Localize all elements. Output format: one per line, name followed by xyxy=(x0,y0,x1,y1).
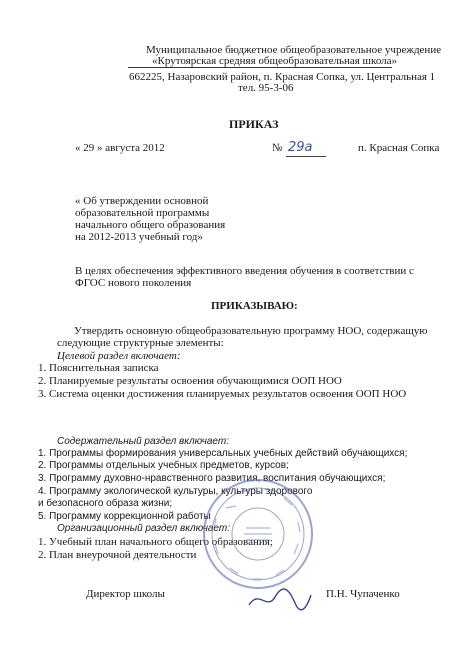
decree-heading: ПРИКАЗЫВАЮ: xyxy=(211,300,298,312)
order-number-underline xyxy=(286,156,326,157)
content-section-item: 1. Программы формирования универсальных учебных действий обучающихся; xyxy=(38,448,408,459)
content-section-item: 5. Программу коррекционной работы xyxy=(38,511,211,522)
body-intro-line: следующие структурные элементы: xyxy=(57,337,224,349)
content-section-item: 2. Программы отдельных учебных предметов, курсов; xyxy=(38,460,289,471)
subject-line: на 2012-2013 учебный год» xyxy=(75,231,203,243)
official-seal-stamp xyxy=(202,478,314,590)
director-signature-scribble xyxy=(245,585,315,615)
header-divider xyxy=(128,67,392,68)
body-intro-line: Утвердить основную общеобразовательную программу НОО, содержащую xyxy=(74,325,428,337)
order-number-handwritten: 29а xyxy=(288,140,313,155)
preamble-line: ФГОС нового поколения xyxy=(75,277,192,289)
subject-line: « Об утверждении основной xyxy=(75,195,209,207)
subject-line: образовательной программы xyxy=(75,207,210,219)
org-name-line1: Муниципальное бюджетное общеобразовательное учреждение xyxy=(146,44,442,56)
signature-position: Директор школы xyxy=(86,588,165,600)
signature-name: П.Н. Чупаченко xyxy=(326,588,400,600)
order-place: п. Красная Сопка xyxy=(358,142,440,154)
content-section-heading: Содержательный раздел включает: xyxy=(57,436,229,447)
org-section-heading: Организационный раздел включает: xyxy=(57,523,230,534)
org-section-item: 1. Учебный план начального общего образования; xyxy=(38,536,273,548)
content-section-item: и безопасного образа жизни; xyxy=(38,498,173,509)
target-section-item: 1. Пояснительная записка xyxy=(38,362,159,374)
content-section-item: 3. Программу духовно-нравственного развития, воспитания обучающихся; xyxy=(38,473,386,484)
order-date: « 29 » августа 2012 xyxy=(75,142,165,154)
subject-line: начального общего образования xyxy=(75,219,226,231)
order-number-label: № xyxy=(272,142,283,154)
org-section-item: 2. План внеурочной деятельности xyxy=(38,549,197,561)
target-section-item: 2. Планируемые результаты освоения обучающимися ООП НОО xyxy=(38,375,342,387)
org-address: 662225, Назаровский район, п. Красная Сопка, ул. Центральная 1 xyxy=(129,71,436,83)
content-section-item: 4. Программу экологической культуры, культуры здорового xyxy=(38,486,313,497)
target-section-item: 3. Система оценки достижения планируемых результатов освоения ООП НОО xyxy=(38,388,407,400)
preamble-line: В целях обеспечения эффективного введения обучения в соответствии с xyxy=(75,265,414,277)
target-section-heading: Целевой раздел включает: xyxy=(57,350,181,362)
org-phone: тел. 95-3-06 xyxy=(238,82,294,94)
document-title: ПРИКАЗ xyxy=(229,117,279,131)
org-name-line2: «Крутоярская средняя общеобразовательная школа» xyxy=(152,55,398,67)
